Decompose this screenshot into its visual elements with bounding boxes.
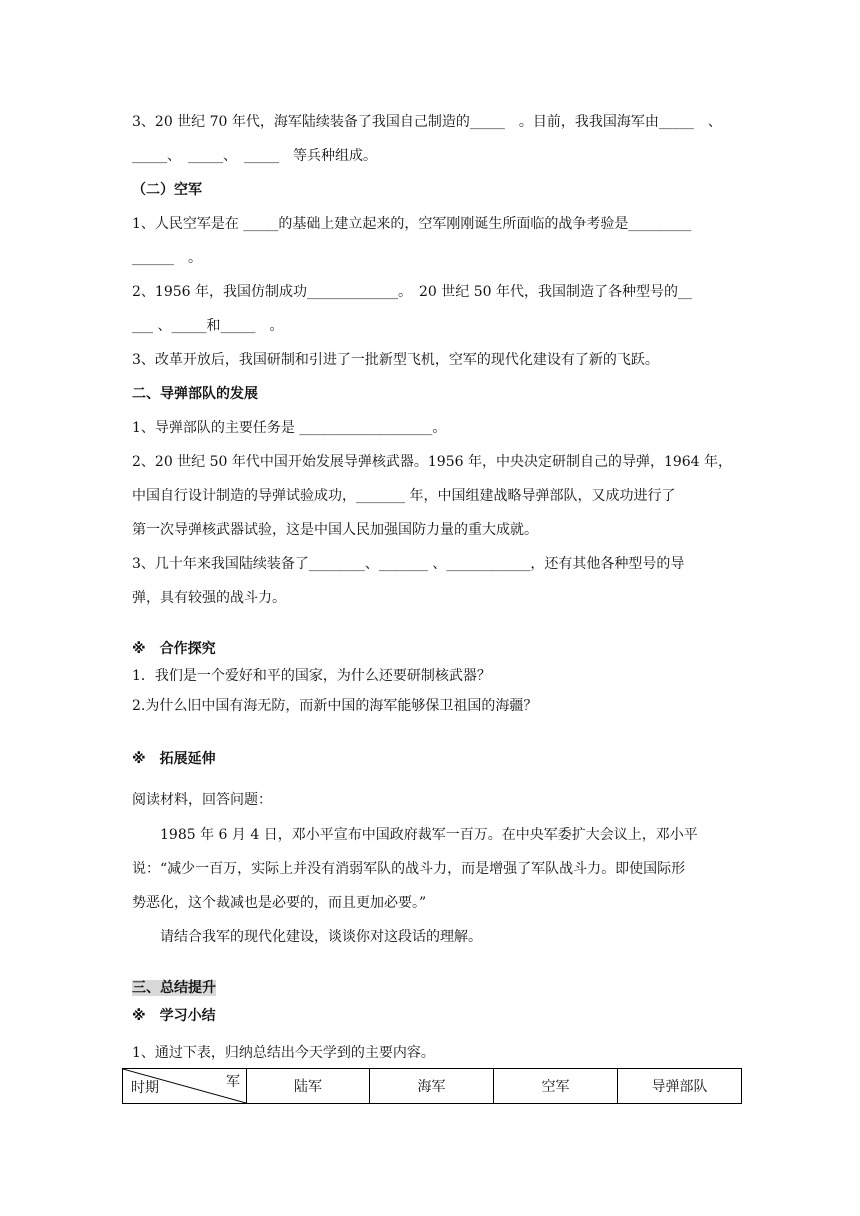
navy-q3-line2: _____、 _____、 _____ 等兵种组成。 [132, 148, 377, 164]
cooperate-q2: 2.为什么旧中国有海无防，而新中国的海军能够保卫祖国的海疆？ [132, 698, 538, 714]
summary-table [122, 1068, 742, 1104]
missile-q2-line3: 第一次导弹核武器试验，这是中国人民加强国防力量的重大成就。 [132, 522, 538, 538]
cooperate-heading: ※ 合作探究 [132, 641, 216, 657]
summary-sub-heading: ※ 学习小结 [132, 1008, 216, 1024]
air-q2-line1: 2、1956 年，我国仿制成功_____________。 20 世纪 50 年代，我国制造了各种型号的__ [132, 284, 692, 300]
corner-label-period: 时期 [131, 1080, 159, 1096]
extend-passage-line3: 势恶化，这个裁减也是必要的，而且更加必要。” [132, 895, 427, 911]
table-header-row [123, 1069, 742, 1104]
table-header-air-force: 空军 [494, 1069, 618, 1104]
summary-heading-text: 三、总结提升 [132, 980, 216, 996]
air-q2-line2: ___ 、_____和_____ 。 [132, 318, 284, 334]
corner-label-arm: 军 [226, 1074, 240, 1090]
air-q1-line2: ______ 。 [132, 250, 202, 266]
extend-passage-line2: 说：“减少一百万，实际上并没有消弱军队的战斗力，而是增强了军队战斗力。即使国际形 [132, 861, 686, 877]
missile-q3-line2: 弹，具有较强的战斗力。 [132, 590, 286, 606]
missile-q1: 1、导弹部队的主要任务是 ___________________。 [132, 420, 447, 436]
extend-passage-line1: 1985 年 6 月 4 日，邓小平宣布中国政府裁军一百万。在中央军委扩大会议上，邓小平 [160, 827, 698, 843]
cooperate-q1: 1．我们是一个爱好和平的国家，为什么还要研制核武器？ [132, 668, 491, 684]
table-corner-cell [123, 1069, 247, 1104]
missile-q2-line2: 中国自行设计制造的导弹试验成功，_______ 年，中国组建战略导弹部队，又成功进行了 [132, 488, 676, 504]
extend-task: 请结合我军的现代化建设，谈谈你对这段话的理解。 [160, 929, 482, 945]
table-header-navy: 海军 [370, 1069, 494, 1104]
air-q3: 3、改革开放后，我国研制和引进了一批新型飞机，空军的现代化建设有了新的飞跃。 [132, 352, 659, 368]
extend-instruction: 阅读材料，回答问题： [132, 792, 272, 808]
missile-q3-line1: 3、几十年来我国陆续装备了________、_______ 、____________，还有其他各种型号的导 [132, 556, 685, 572]
navy-q3-line1: 3、20 世纪 70 年代，海军陆续装备了我国自己制造的_____ 。目前，我我国海军由_____ 、 [132, 114, 722, 130]
air-q1-line1: 1、人民空军是在 _____的基础上建立起来的，空军刚刚诞生所面临的战争考验是_________ [132, 216, 692, 232]
section-missile-heading: 二、导弹部队的发展 [132, 386, 258, 402]
extend-heading: ※ 拓展延伸 [132, 751, 216, 767]
table-header-missile: 导弹部队 [618, 1069, 742, 1104]
summary-heading [132, 978, 216, 998]
missile-q2-line1: 2、20 世纪 50 年代中国开始发展导弹核武器。1956 年，中央决定研制自己的导弹，1964 年， [132, 454, 733, 470]
summary-instruction: 1、通过下表，归纳总结出今天学到的主要内容。 [132, 1045, 435, 1061]
table-header-army: 陆军 [247, 1069, 370, 1104]
section-air-force-heading: （二）空军 [132, 182, 202, 198]
